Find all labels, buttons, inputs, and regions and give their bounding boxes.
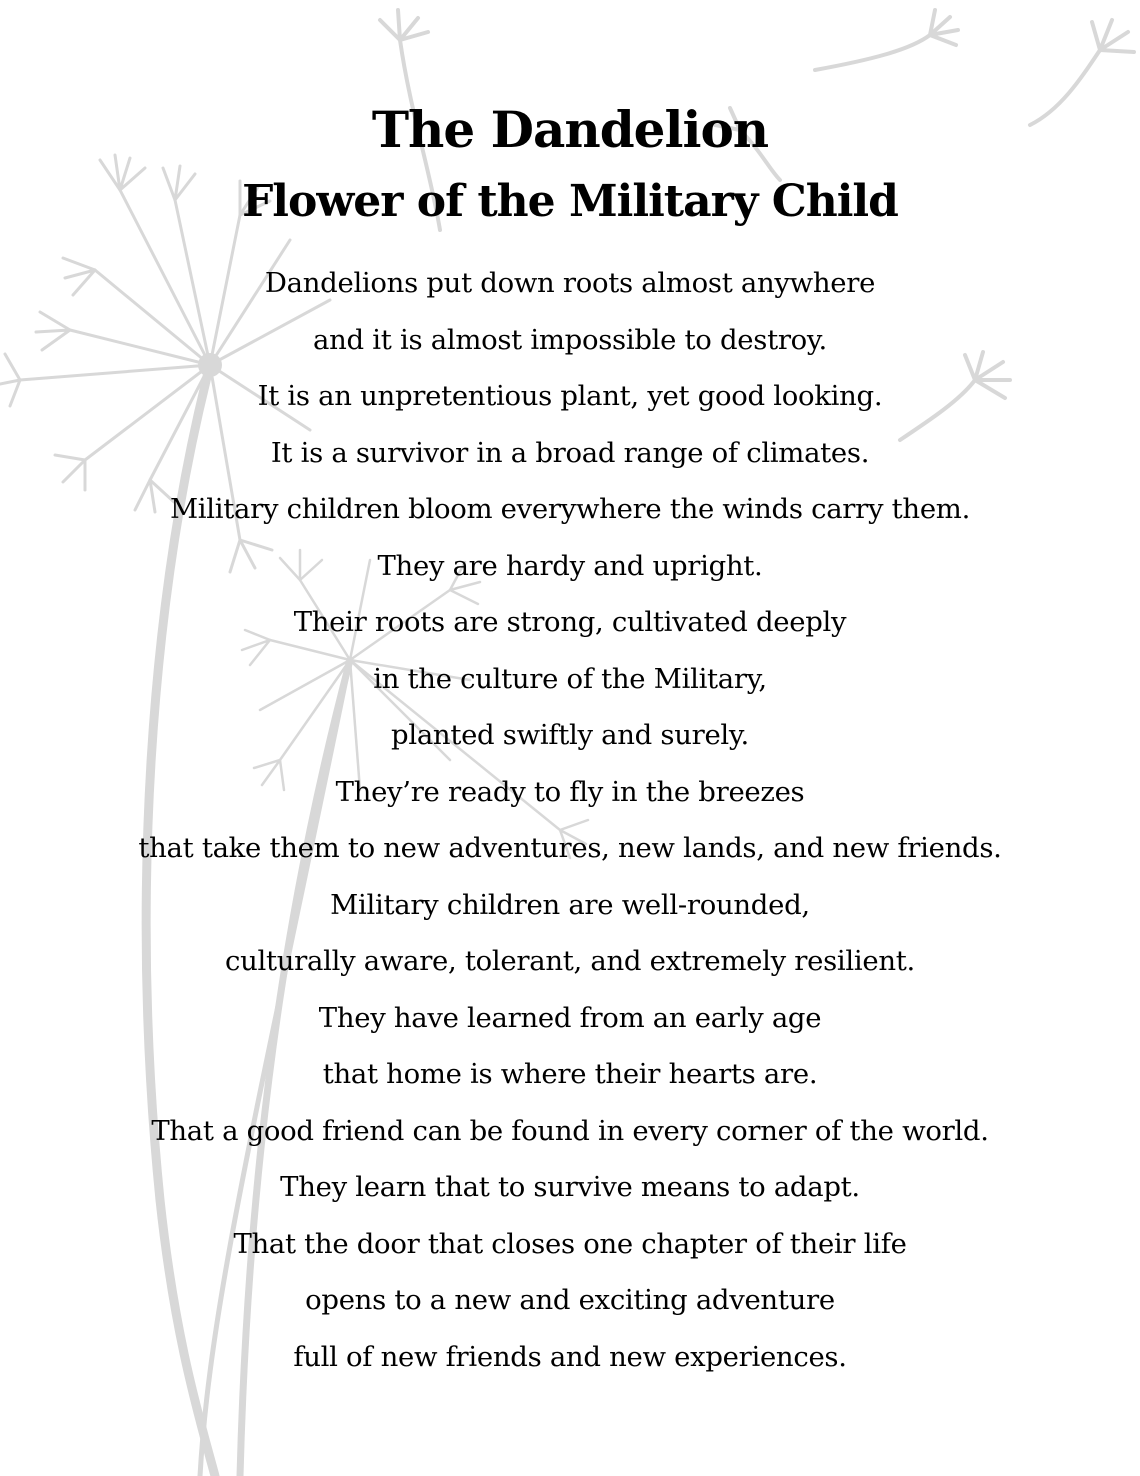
poem-line: It is a survivor in a broad range of climates.: [270, 436, 870, 469]
poem-line: They are hardy and upright.: [377, 549, 763, 582]
poem-line: that take them to new adventures, new lands, and new friends.: [138, 832, 1002, 864]
poem-line: Their roots are strong, cultivated deeply: [293, 606, 847, 638]
poem-line: They’re ready to fly in the breezes: [335, 775, 805, 808]
poem-line: They learn that to survive means to adapt.: [280, 1171, 860, 1203]
poem-line: and it is almost impossible to destroy.: [313, 323, 827, 356]
poem-line: They have learned from an early age: [318, 1001, 822, 1034]
poem-line: That a good friend can be found in every corner of the world.: [151, 1114, 989, 1147]
poem-line: culturally aware, tolerant, and extremely resilient.: [224, 945, 915, 977]
poem-line: full of new friends and new experiences.: [293, 1340, 847, 1373]
poem-line: Dandelions put down roots almost anywhere: [264, 267, 876, 299]
poem-line: Military children bloom everywhere the winds carry them.: [169, 493, 971, 525]
poem-line: It is an unpretentious plant, yet good looking.: [257, 380, 883, 412]
page-title: The Dandelion: [371, 100, 769, 159]
poem-line: that home is where their hearts are.: [322, 1058, 818, 1090]
poem-line: That the door that closes one chapter of their life: [233, 1227, 907, 1260]
poem-lines: [0, 255, 1140, 1385]
poem-line: planted swiftly and surely.: [391, 719, 749, 751]
poem-line: opens to a new and exciting adventure: [305, 1284, 835, 1316]
poem-line: in the culture of the Military,: [373, 662, 767, 695]
poem-line: Military children are well-rounded,: [330, 888, 810, 921]
page-subtitle: Flower of the Military Child: [242, 176, 898, 227]
